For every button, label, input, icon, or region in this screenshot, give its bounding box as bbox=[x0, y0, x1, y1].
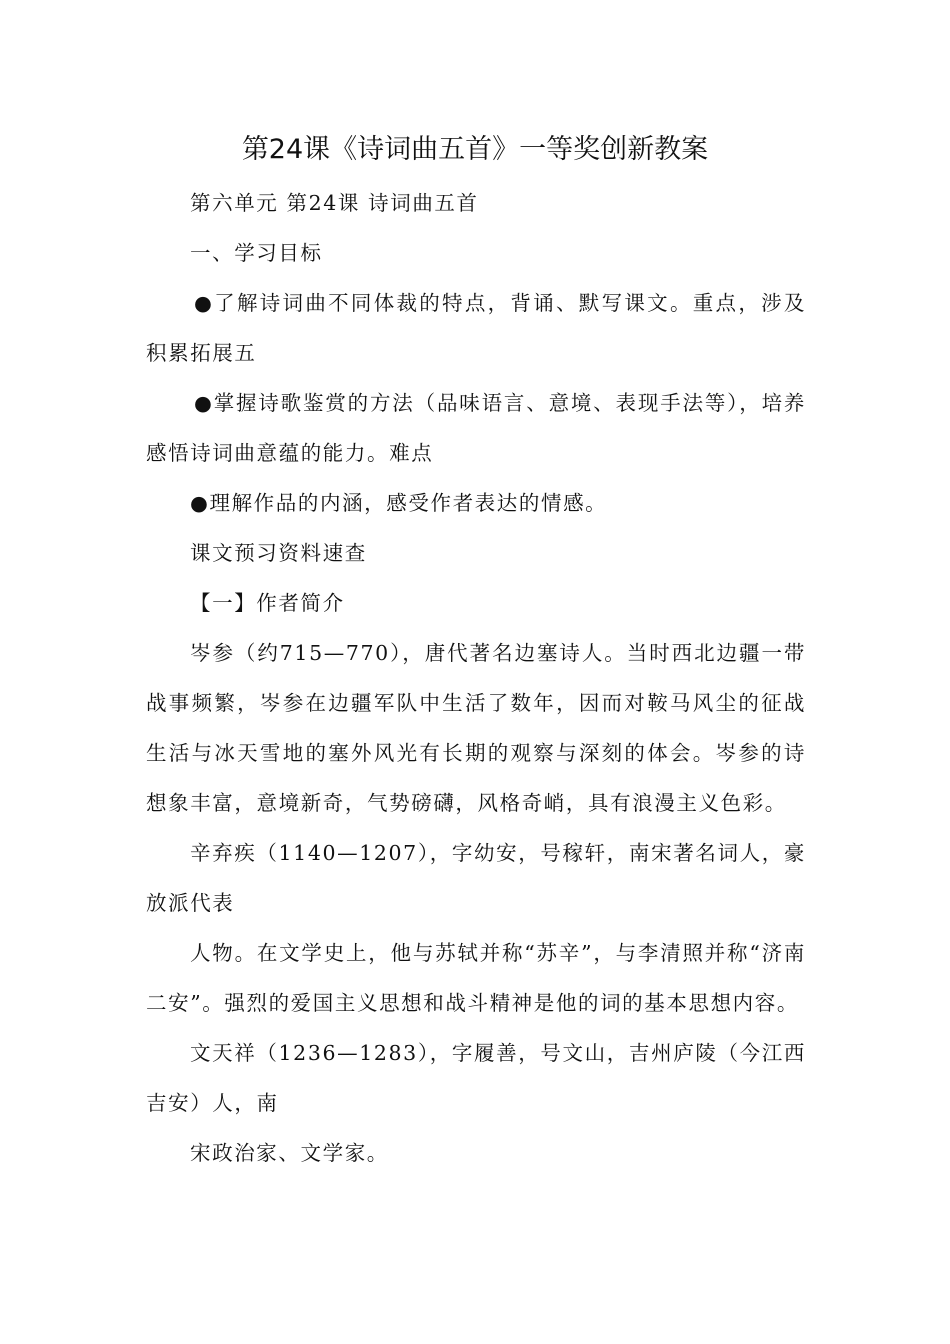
author-bio-xin-qiji-cont: 人物。在文学史上，他与苏轼并称“苏辛”，与李清照并称“济南二安”。强烈的爱国主义思想和战斗精神是他的词的基本思想内容。 bbox=[146, 941, 806, 1015]
objective-item-3: ●理解作品的内涵，感受作者表达的情感。 bbox=[190, 491, 608, 515]
author-bio-xin-qiji: 辛弃疾（1140—1207），字幼安，号稼轩，南宋著名词人，豪放派代表 bbox=[146, 841, 806, 915]
unit-heading: 第六单元 第24课 诗词曲五首 bbox=[190, 191, 479, 215]
author-bio-wen-tianxiang-cont: 宋政治家、文学家。 bbox=[190, 1141, 389, 1165]
objective-item-2: ●掌握诗歌鉴赏的方法（品味语言、意境、表现手法等），培养感悟诗词曲意蕴的能力。难点 bbox=[146, 391, 806, 465]
section-heading-preview: 课文预习资料速查 bbox=[190, 541, 367, 565]
subsection-heading-authors: 【一】作者简介 bbox=[190, 591, 345, 615]
section-heading-objectives: 一、学习目标 bbox=[190, 241, 323, 265]
document-title: 第24课《诗词曲五首》一等奖创新教案 bbox=[241, 134, 709, 165]
objective-item-1: ●了解诗词曲不同体裁的特点，背诵、默写课文。重点，涉及积累拓展五 bbox=[146, 291, 806, 365]
author-bio-wen-tianxiang: 文天祥（1236—1283），字履善，号文山，吉州庐陵（今江西吉安）人，南 bbox=[146, 1041, 806, 1115]
document-body bbox=[146, 178, 806, 1178]
author-bio-cen-shen: 岑参（约715—770），唐代著名边塞诗人。当时西北边疆一带战事频繁，岑参在边疆军队中生活了数年，因而对鞍马风尘的征战生活与冰天雪地的塞外风光有长期的观察与深刻的体会。岑参的诗想象丰富，意境新奇，气势磅礴，风格奇峭，具有浪漫主义色彩。 bbox=[146, 641, 806, 815]
